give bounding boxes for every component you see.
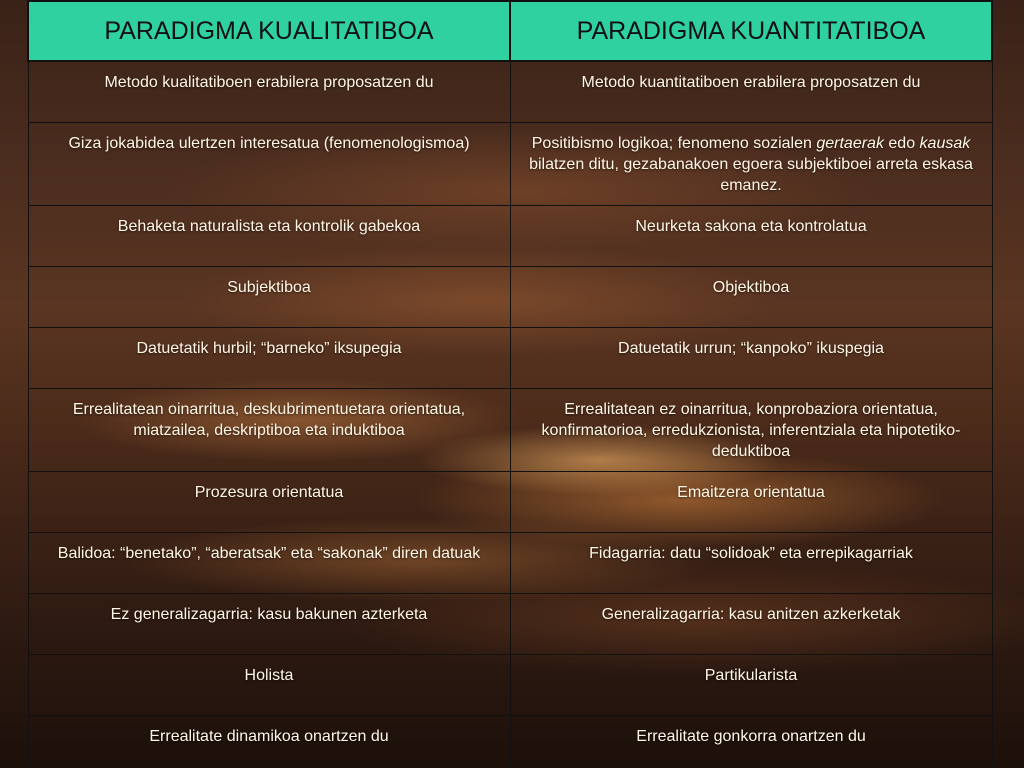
cell-qualitative: Behaketa naturalista eta kontrolik gabekoa [28, 206, 510, 267]
cell-qualitative: Giza jokabidea ulertzen interesatua (fenomenologismoa) [28, 123, 510, 206]
comparison-table [27, 0, 993, 768]
table-row [28, 594, 992, 655]
cell-quantitative: Generalizagarria: kasu anitzen azkerketak [510, 594, 992, 655]
table-row [28, 328, 992, 389]
cell-qualitative: Ez generalizagarria: kasu bakunen azterketa [28, 594, 510, 655]
header-qualitative: PARADIGMA KUALITATIBOA [28, 1, 510, 61]
cell-quantitative: Neurketa sakona eta kontrolatua [510, 206, 992, 267]
table-row [28, 61, 992, 123]
cell-qualitative: Balidoa: “benetako”, “aberatsak” eta “sakonak” diren datuak [28, 533, 510, 594]
cell-quantitative: Fidagarria: datu “solidoak” eta errepikagarriak [510, 533, 992, 594]
cell-quantitative: Emaitzera orientatua [510, 472, 992, 533]
cell-qualitative: Errealitate dinamikoa onartzen du [28, 716, 510, 768]
table-row [28, 123, 992, 206]
table-header-row [28, 1, 992, 61]
cell-qualitative: Prozesura orientatua [28, 472, 510, 533]
table-row [28, 389, 992, 472]
cell-qualitative: Metodo kualitatiboen erabilera proposatzen du [28, 61, 510, 123]
cell-quantitative: Errealitate gonkorra onartzen du [510, 716, 992, 768]
cell-quantitative: Errealitatean ez oinarritua, konprobaziora orientatua, konfirmatorioa, erredukzionista, inferentziala eta hipotetiko-deduktiboa [510, 389, 992, 472]
cell-qualitative: Subjektiboa [28, 267, 510, 328]
table-row [28, 472, 992, 533]
table-row [28, 655, 992, 716]
table-row [28, 533, 992, 594]
table-row [28, 206, 992, 267]
cell-qualitative: Datuetatik hurbil; “barneko” iksupegia [28, 328, 510, 389]
cell-quantitative: Partikularista [510, 655, 992, 716]
table-row [28, 267, 992, 328]
table-row [28, 716, 992, 768]
cell-quantitative: Positibismo logikoa; fenomeno sozialen gertaerak edo kausak bilatzen ditu, gezabanakoen egoera subjektiboei arreta eskasa emanez. [510, 123, 992, 206]
cell-qualitative: Holista [28, 655, 510, 716]
header-quantitative: PARADIGMA KUANTITATIBOA [510, 1, 992, 61]
cell-quantitative: Datuetatik urrun; “kanpoko” ikuspegia [510, 328, 992, 389]
cell-quantitative: Metodo kuantitatiboen erabilera proposatzen du [510, 61, 992, 123]
cell-qualitative: Errealitatean oinarritua, deskubrimentuetara orientatua, miatzailea, deskriptiboa eta induktiboa [28, 389, 510, 472]
cell-quantitative: Objektiboa [510, 267, 992, 328]
